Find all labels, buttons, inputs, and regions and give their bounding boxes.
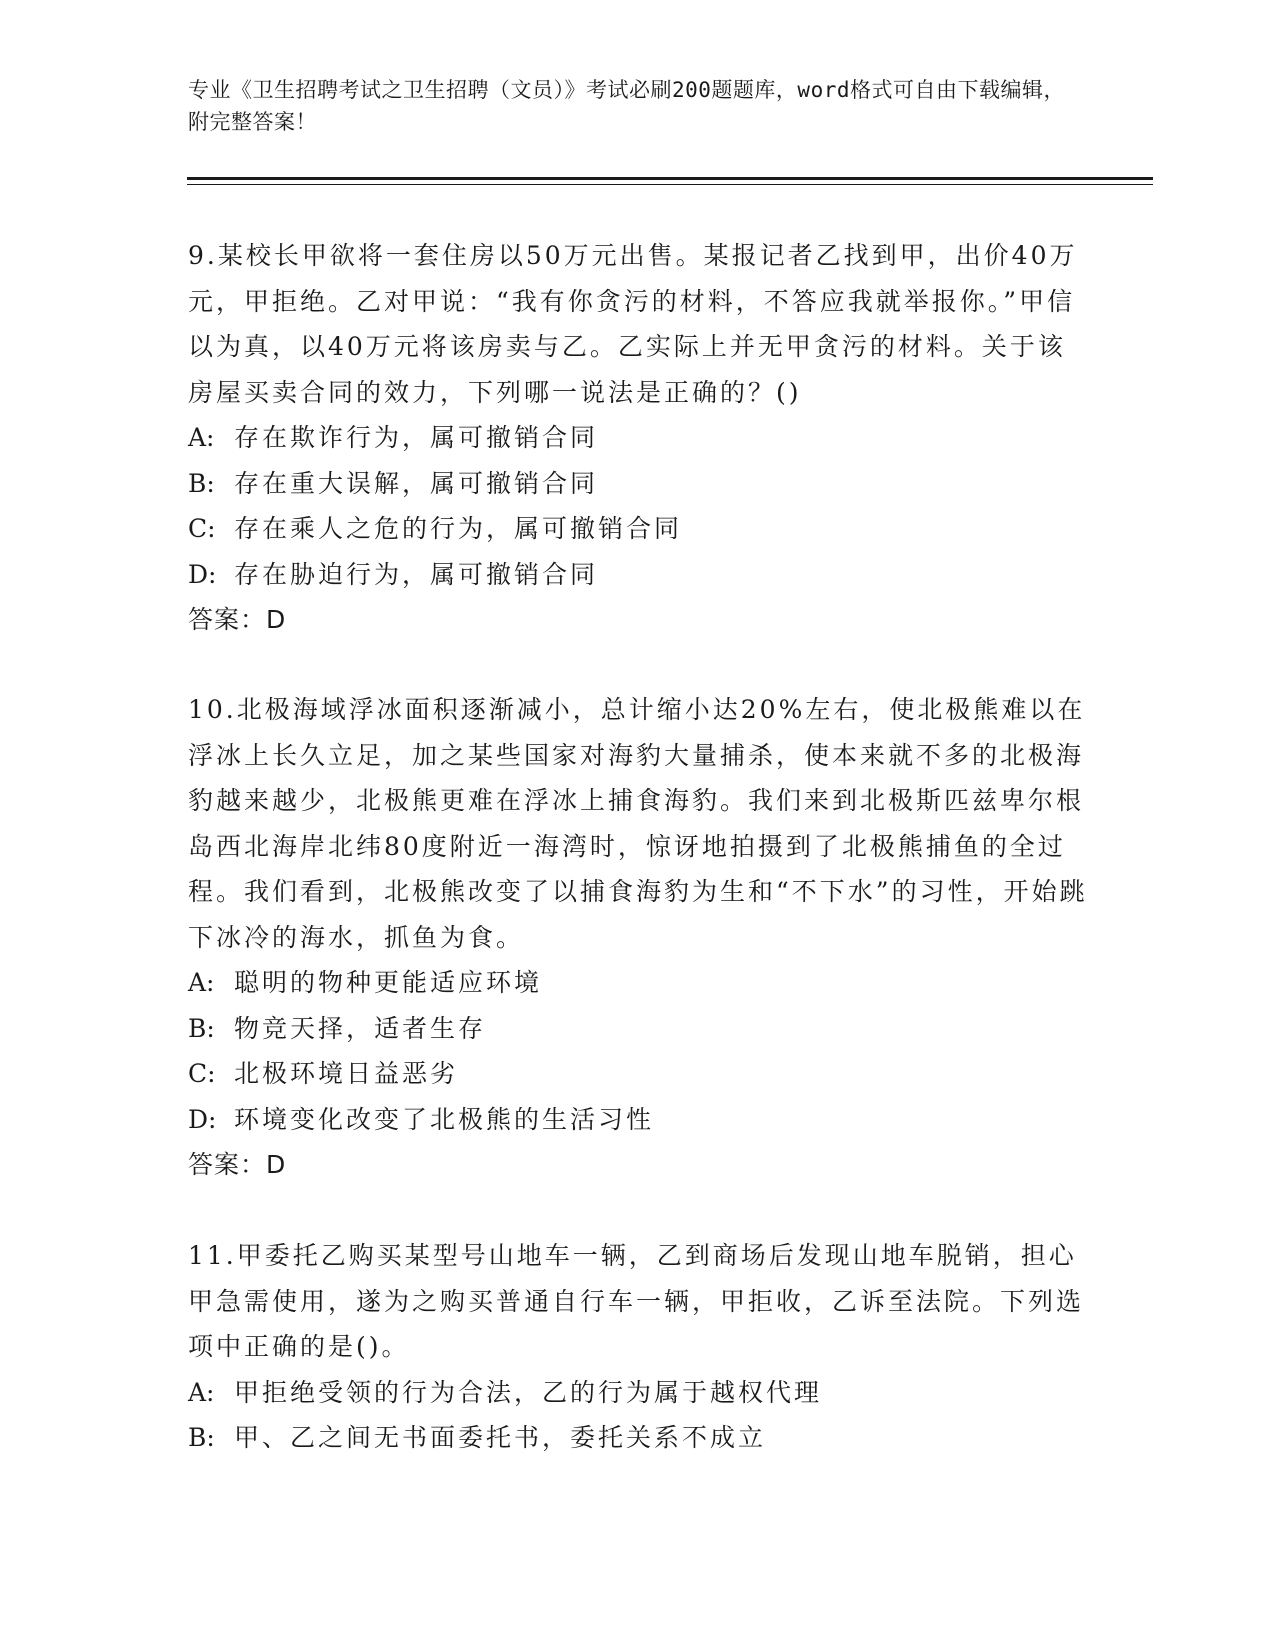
option-b — [188, 1006, 1088, 1052]
answer-label: 答案：D — [188, 1150, 287, 1179]
question-stem: 11.甲委托乙购买某型号山地车一辆，乙到商场后发现山地车脱销，担心甲急需使用，遂为之购买普通自行车一辆，甲拒收，乙诉至法院。下列选项中正确的是()。 — [188, 1241, 1085, 1361]
option-text: 存在胁迫行为，属可撤销合同 — [234, 559, 599, 589]
option-letter: A: — [188, 423, 215, 452]
option-text: 物竞天择，适者生存 — [234, 1013, 487, 1043]
document-header: 专业《卫生招聘考试之卫生招聘（文员）》考试必刷200题题库，word格式可自由下载编辑，附完整答案！ — [188, 78, 1065, 134]
option-letter: B: — [188, 1013, 215, 1043]
option-text: 存在欺诈行为，属可撤销合同 — [234, 423, 599, 452]
option-text: 甲拒绝受领的行为合法，乙的行为属于越权代理 — [234, 1377, 823, 1407]
option-letter: D: — [188, 559, 217, 589]
option-a — [188, 415, 1088, 461]
option-text: 甲、乙之间无书面委托书，委托关系不成立 — [234, 1423, 767, 1452]
option-letter: C: — [188, 1059, 216, 1088]
option-c — [188, 1051, 1088, 1097]
question-9 — [188, 233, 1088, 643]
question-stem: 9.某校长甲欲将一套住房以50万元出售。某报记者乙找到甲，出价40万元，甲拒绝。乙对甲说：“我有你贪污的材料，不答应我就举报你。”甲信以为真，以40万元将该房卖与乙。乙实际上并无甲贪污的材料。关于该房屋买卖合同的效力，下列哪一说法是正确的？() — [188, 241, 1078, 407]
option-letter: C: — [188, 514, 216, 543]
option-a — [188, 1370, 1088, 1416]
option-b — [188, 1415, 1088, 1461]
option-b — [188, 461, 1088, 507]
header-divider-thick — [187, 177, 1153, 180]
question-10 — [188, 687, 1088, 1188]
answer-label: 答案：D — [188, 605, 287, 634]
option-text: 北极环境日益恶劣 — [234, 1059, 459, 1088]
question-stem: 10.北极海域浮冰面积逐渐减小，总计缩小达20%左右，使北极熊难以在浮冰上长久立足，加之某些国家对海豹大量捕杀，使本来就不多的北极海豹越来越少，北极熊更难在浮冰上捕食海豹。我们来到北极斯匹兹卑尔根岛西北海岸北纬80度附近一海湾时，惊讶地拍摄到了北极熊捕鱼的全过程。我们看到，北极熊改变了以捕食海豹为生和“不下水”的习性，开始跳下冰冷的海水，抓鱼为食。 — [188, 695, 1088, 952]
option-letter: B: — [188, 468, 215, 498]
option-letter: A: — [188, 1377, 215, 1407]
option-text: 存在重大误解，属可撤销合同 — [234, 468, 599, 498]
option-letter: A: — [188, 968, 215, 997]
option-text: 聪明的物种更能适应环境 — [234, 968, 543, 997]
question-11 — [188, 1233, 1088, 1461]
header-divider-thin — [187, 184, 1153, 185]
option-text: 存在乘人之危的行为，属可撤销合同 — [234, 514, 683, 543]
option-text: 环境变化改变了北极熊的生活习性 — [234, 1104, 655, 1134]
option-a — [188, 960, 1088, 1006]
option-d — [188, 1097, 1088, 1143]
option-letter: D: — [188, 1104, 217, 1134]
option-letter: B: — [188, 1423, 215, 1452]
option-c — [188, 506, 1088, 552]
option-d — [188, 552, 1088, 598]
